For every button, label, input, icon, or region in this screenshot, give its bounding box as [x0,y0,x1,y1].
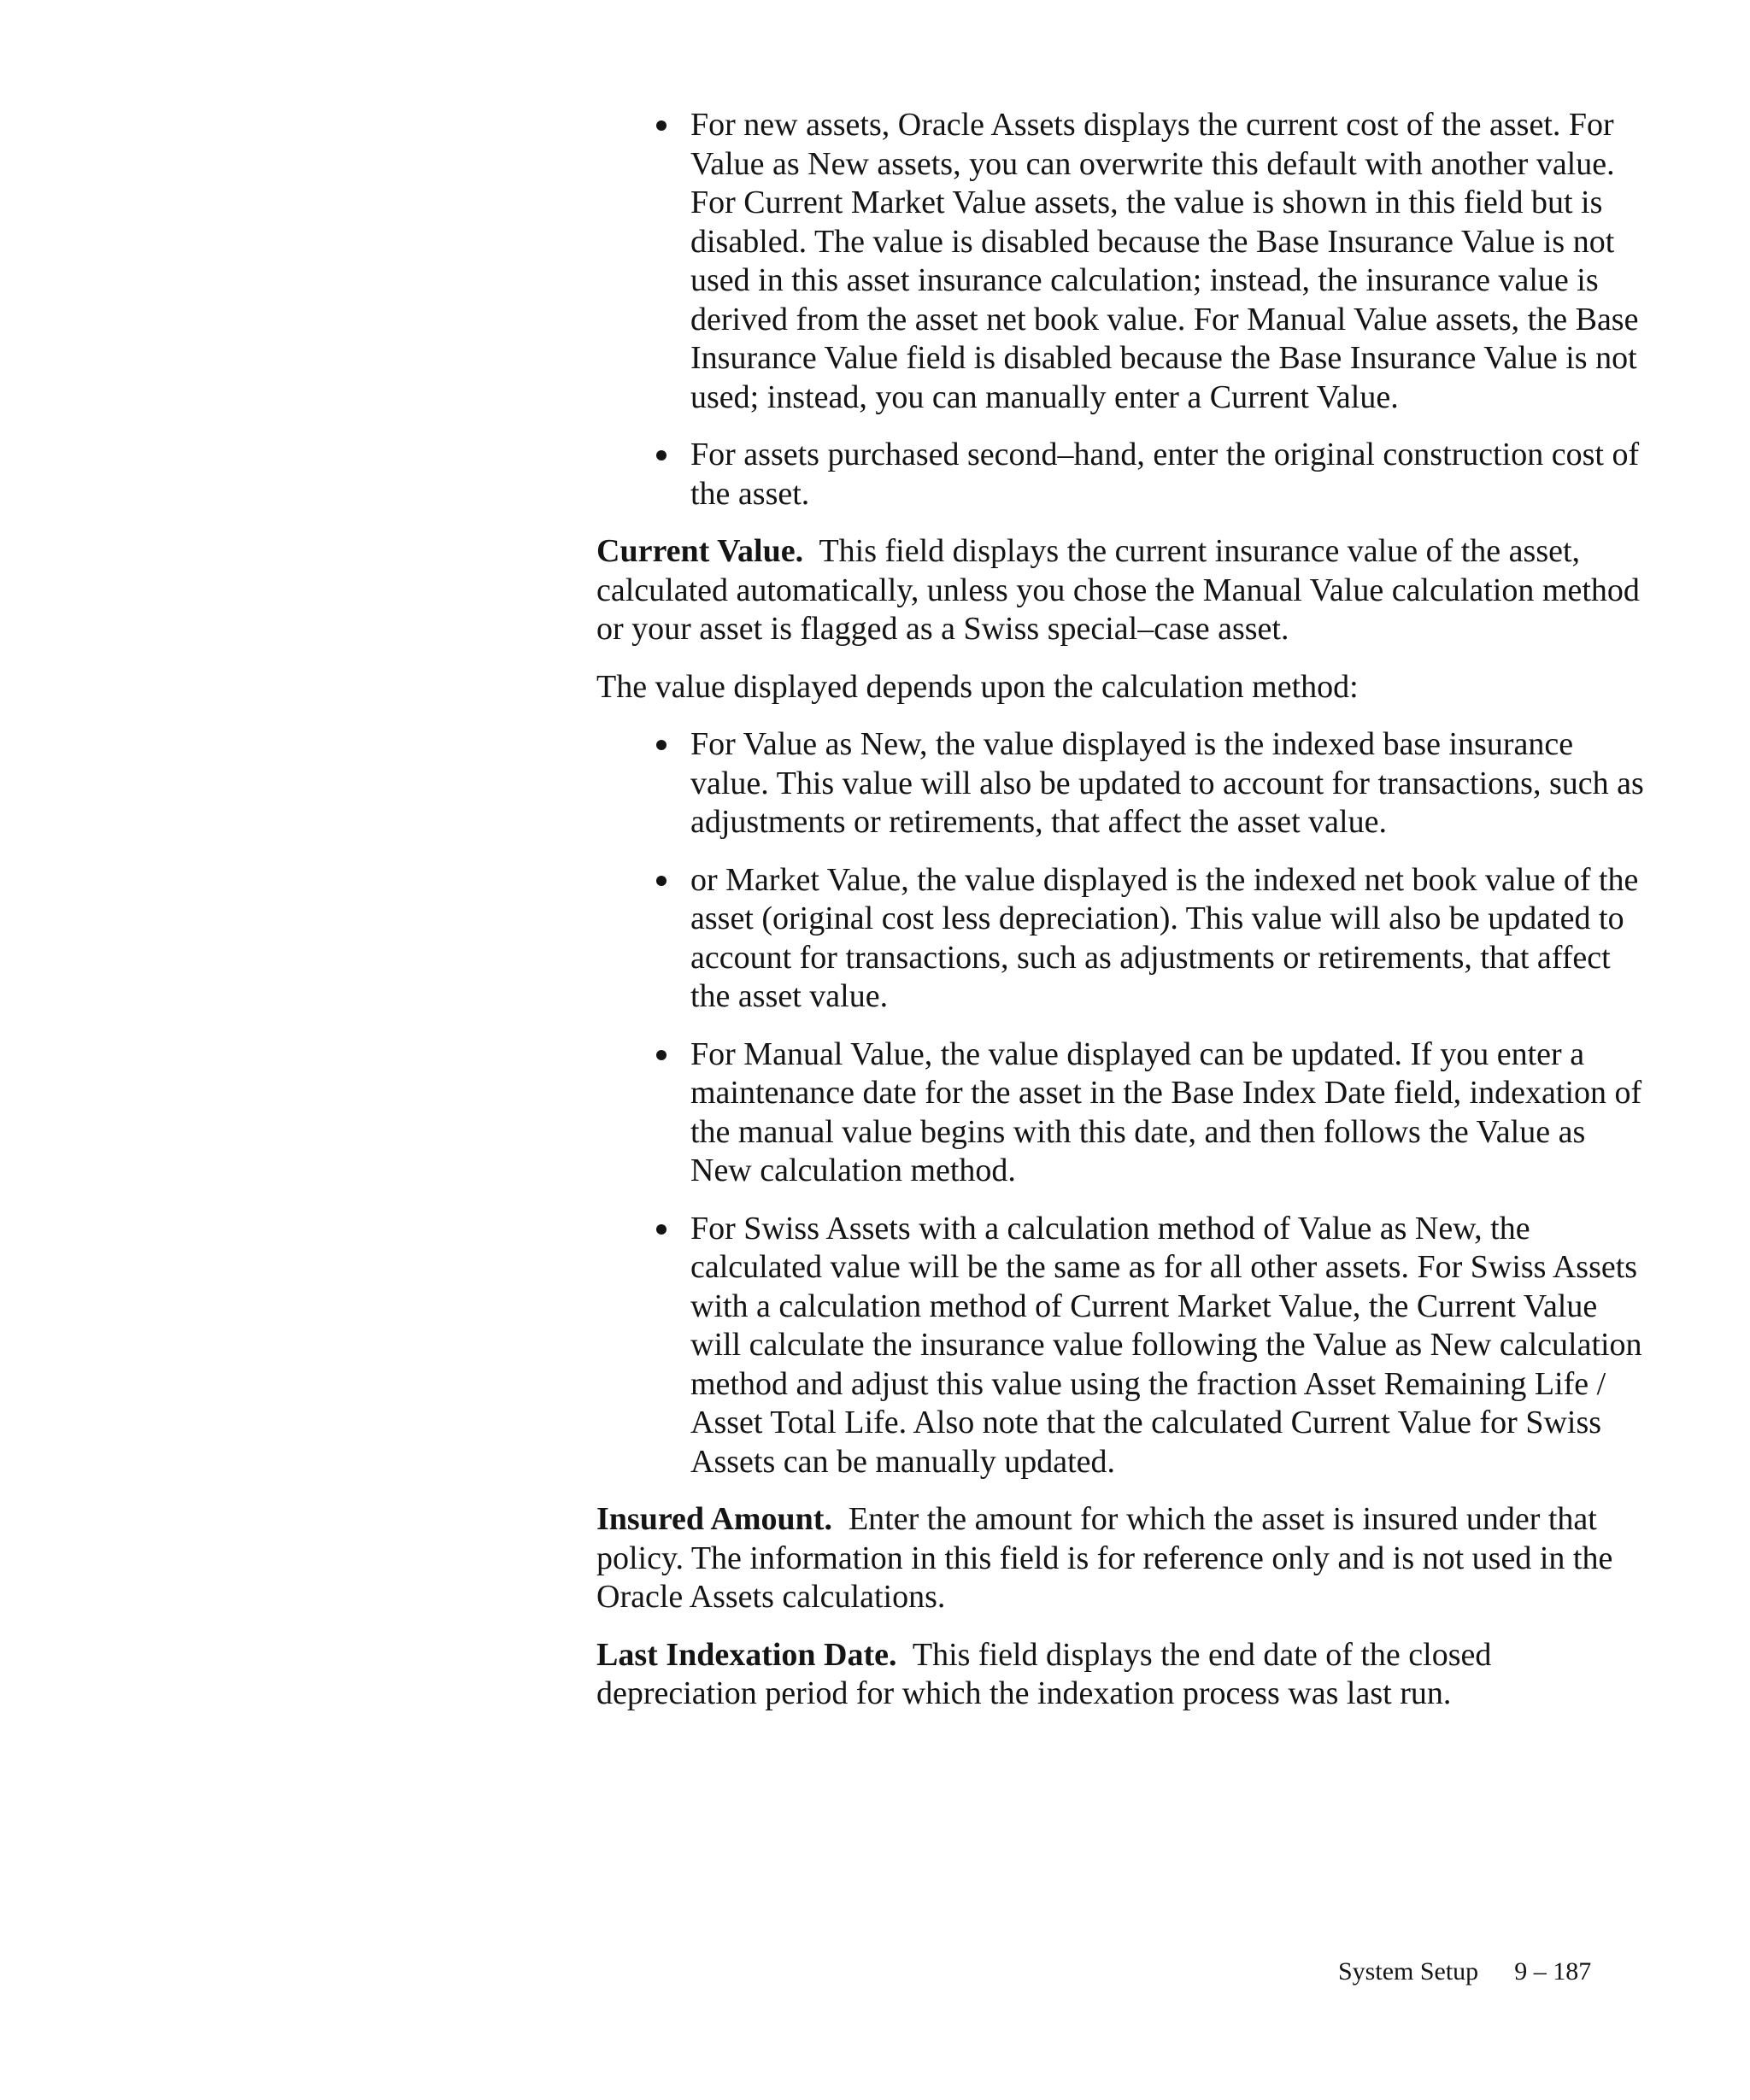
insured-amount-paragraph [596,1500,1647,1617]
calculation-method-bullet-list [596,725,1647,1481]
bullet-text: For assets purchased second–hand, enter the original construction cost of the asset. [690,437,1640,512]
bullet-dot-icon [656,740,667,750]
bullet-text: For Swiss Assets with a calculation method of Value as New, the calculated value will be the same as for all other assets. For Swiss Assets with a calculation method of Current Market Value, the Current Value will calculate the insurance value following the Value as New calculation method and adjust this value using the fraction Asset Remaining Life / Asset Total Life. Also note that the calculated Current Value for Swiss Assets can be manually updated. [690,1210,1642,1480]
page-footer [1338,1956,1591,1987]
base-value-bullet-list [596,106,1647,513]
last-indexation-term: Last Indexation Date. [596,1636,897,1673]
bullet-dot-icon [656,1050,667,1060]
calculation-method-intro: The value displayed depends upon the calculation method: [596,668,1359,705]
bullet-dot-icon [656,876,667,886]
bullet-text: For Value as New, the value displayed is the indexed base insurance value. This value will also be updated to account for transactions, such as adjustments or retirements, that affect the asset value. [690,726,1644,840]
last-indexation-text: This field displays the end date of the closed depreciation period for which the indexation process was last run. [596,1636,1492,1711]
bullet-item-swiss-assets [596,1210,1647,1482]
bullet-text: For Manual Value, the value displayed can be updated. If you enter a maintenance date for the asset in the Base Index Date field, indexation of the manual value begins with this date, and then follows the Value as New calculation method. [690,1035,1642,1188]
footer-page-number: 9 – 187 [1514,1957,1592,1986]
bullet-item-manual-value [596,1035,1647,1191]
bullet-text: or Market Value, the value displayed is the indexed net book value of the asset (original cost less depreciation). This value will also be updated to account for transactions, such as adjustments or retirements, that affect the asset value. [690,861,1639,1014]
document-body [596,106,1647,1733]
bullet-item-second-hand [596,436,1647,513]
bullet-item-new-assets [596,106,1647,417]
current-value-text: This field displays the current insurance value of the asset, calculated automatically, unless you chose the Manual Value calculation method or your asset is flagged as a Swiss special–case asset. [596,533,1640,647]
bullet-dot-icon [656,120,667,131]
bullet-text: For new assets, Oracle Assets displays the current cost of the asset. For Value as New assets, you can overwrite this default with another value. For Current Market Value assets, the value is shown in this field but is disabled. The value is disabled because the Base Insurance Value is not used in this asset insurance calculation; instead, the insurance value is derived from the asset net book value. For Manual Value assets, the Base Insurance Value field is disabled because the Base Insurance Value is not used; instead, you can manually enter a Current Value. [690,107,1639,415]
insured-amount-term: Insured Amount. [596,1501,832,1537]
insured-amount-text: Enter the amount for which the asset is insured under that policy. The information in this field is for reference only and is not used in the Oracle Assets calculations. [596,1501,1613,1615]
footer-section-title: System Setup [1338,1957,1479,1986]
current-value-paragraph [596,532,1647,649]
bullet-dot-icon [656,450,667,460]
bullet-item-value-as-new [596,725,1647,842]
bullet-dot-icon [656,1224,667,1235]
bullet-item-market-value [596,861,1647,1017]
current-value-term: Current Value. [596,533,804,569]
last-indexation-paragraph [596,1636,1647,1714]
